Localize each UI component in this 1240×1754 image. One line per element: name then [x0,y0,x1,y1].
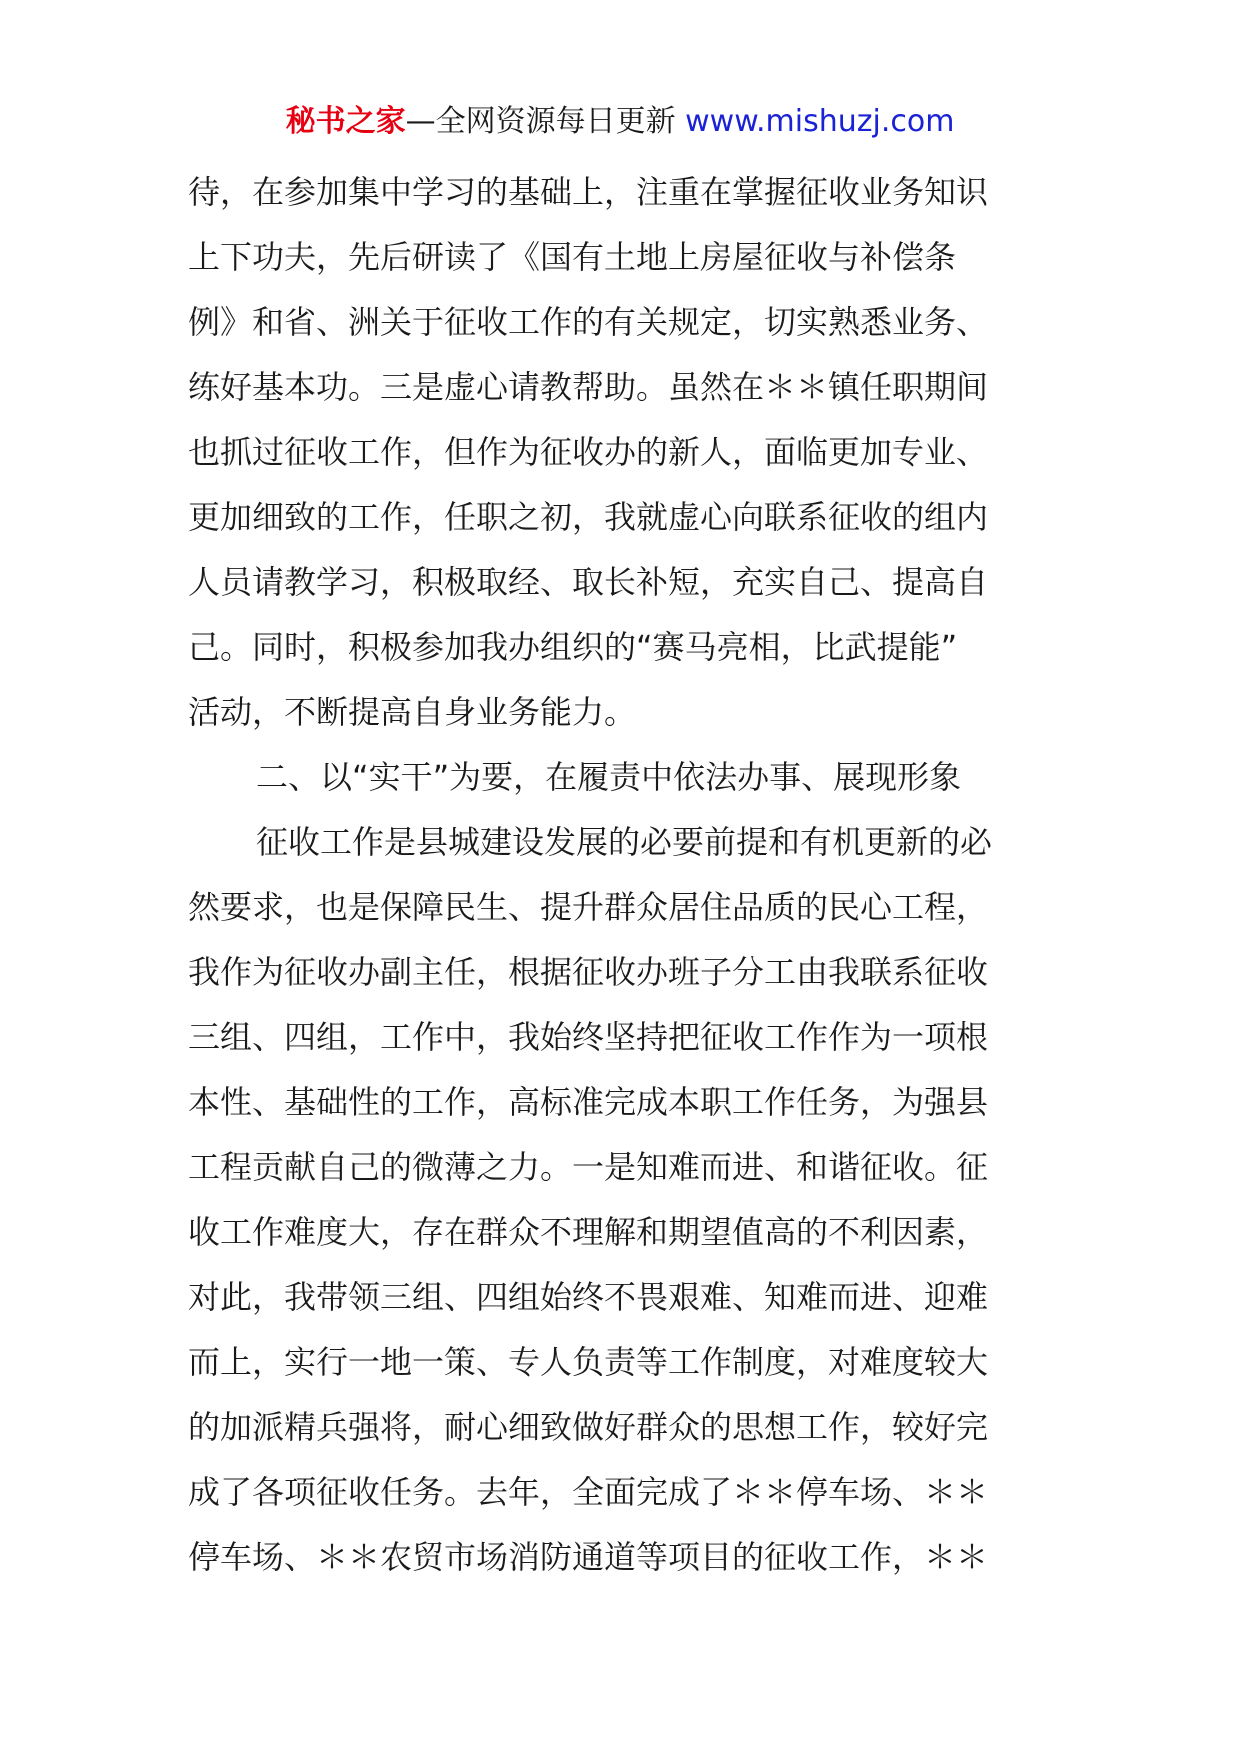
text-line: 我作为征收办副主任，根据征收办班子分工由我联系征收 [188,953,989,991]
text-line: 三组、四组，工作中，我始终坚持把征收工作作为一项根 [188,1018,989,1056]
text-line: 更加细致的工作，任职之初，我就虚心向联系征收的组内 [188,498,989,536]
site-brand: 秘书之家 [285,104,406,139]
text-line: 征收工作是县城建设发展的必要前提和有机更新的必 [256,823,993,861]
text-line: 的加派精兵强将，耐心细致做好群众的思想工作，较好完 [188,1408,989,1446]
text-line: 成了各项征收任务。去年，全面完成了＊＊停车场、＊＊ [188,1473,989,1511]
text-line: 上下功夫，先后研读了《国有土地上房屋征收与补偿条 [188,238,957,276]
text-line: 练好基本功。三是虚心请教帮助。虽然在＊＊镇任职期间 [188,368,989,406]
text-line: 二、以“实干”为要，在履责中依法办事、展现形象 [256,758,962,796]
text-line: 然要求，也是保障民生、提升群众居住品质的民心工程， [188,888,989,926]
text-line: 对此，我带领三组、四组始终不畏艰难、知难而进、迎难 [188,1278,989,1316]
page-header [0,100,1240,144]
text-line: 待，在参加集中学习的基础上，注重在掌握征收业务知识 [188,173,989,211]
text-line: 本性、基础性的工作，高标准完成本职工作任务，为强县 [188,1083,989,1121]
text-line: 也抓过征收工作，但作为征收办的新人，面临更加专业、 [188,433,989,471]
text-line: 停车场、＊＊农贸市场消防通道等项目的征收工作，＊＊ [188,1538,989,1576]
text-line: 收工作难度大，存在群众不理解和期望值高的不利因素， [188,1213,989,1251]
site-url-link[interactable]: www.mishuzj.com [685,104,955,139]
text-line: 己。同时，积极参加我办组织的“赛马亮相，比武提能” [188,628,958,666]
text-line: 人员请教学习，积极取经、取长补短，充实自己、提高自 [188,563,989,601]
text-line: 例》和省、洲关于征收工作的有关规定，切实熟悉业务、 [188,303,989,341]
text-line: 活动，不断提高自身业务能力。 [188,693,637,731]
text-line: 工程贡献自己的微薄之力。一是知难而进、和谐征收。征 [188,1148,989,1186]
document-body [188,160,1058,1590]
text-line: 而上，实行一地一策、专人负责等工作制度，对难度较大 [188,1343,989,1381]
site-tagline: —全网资源每日更新 [405,104,676,139]
